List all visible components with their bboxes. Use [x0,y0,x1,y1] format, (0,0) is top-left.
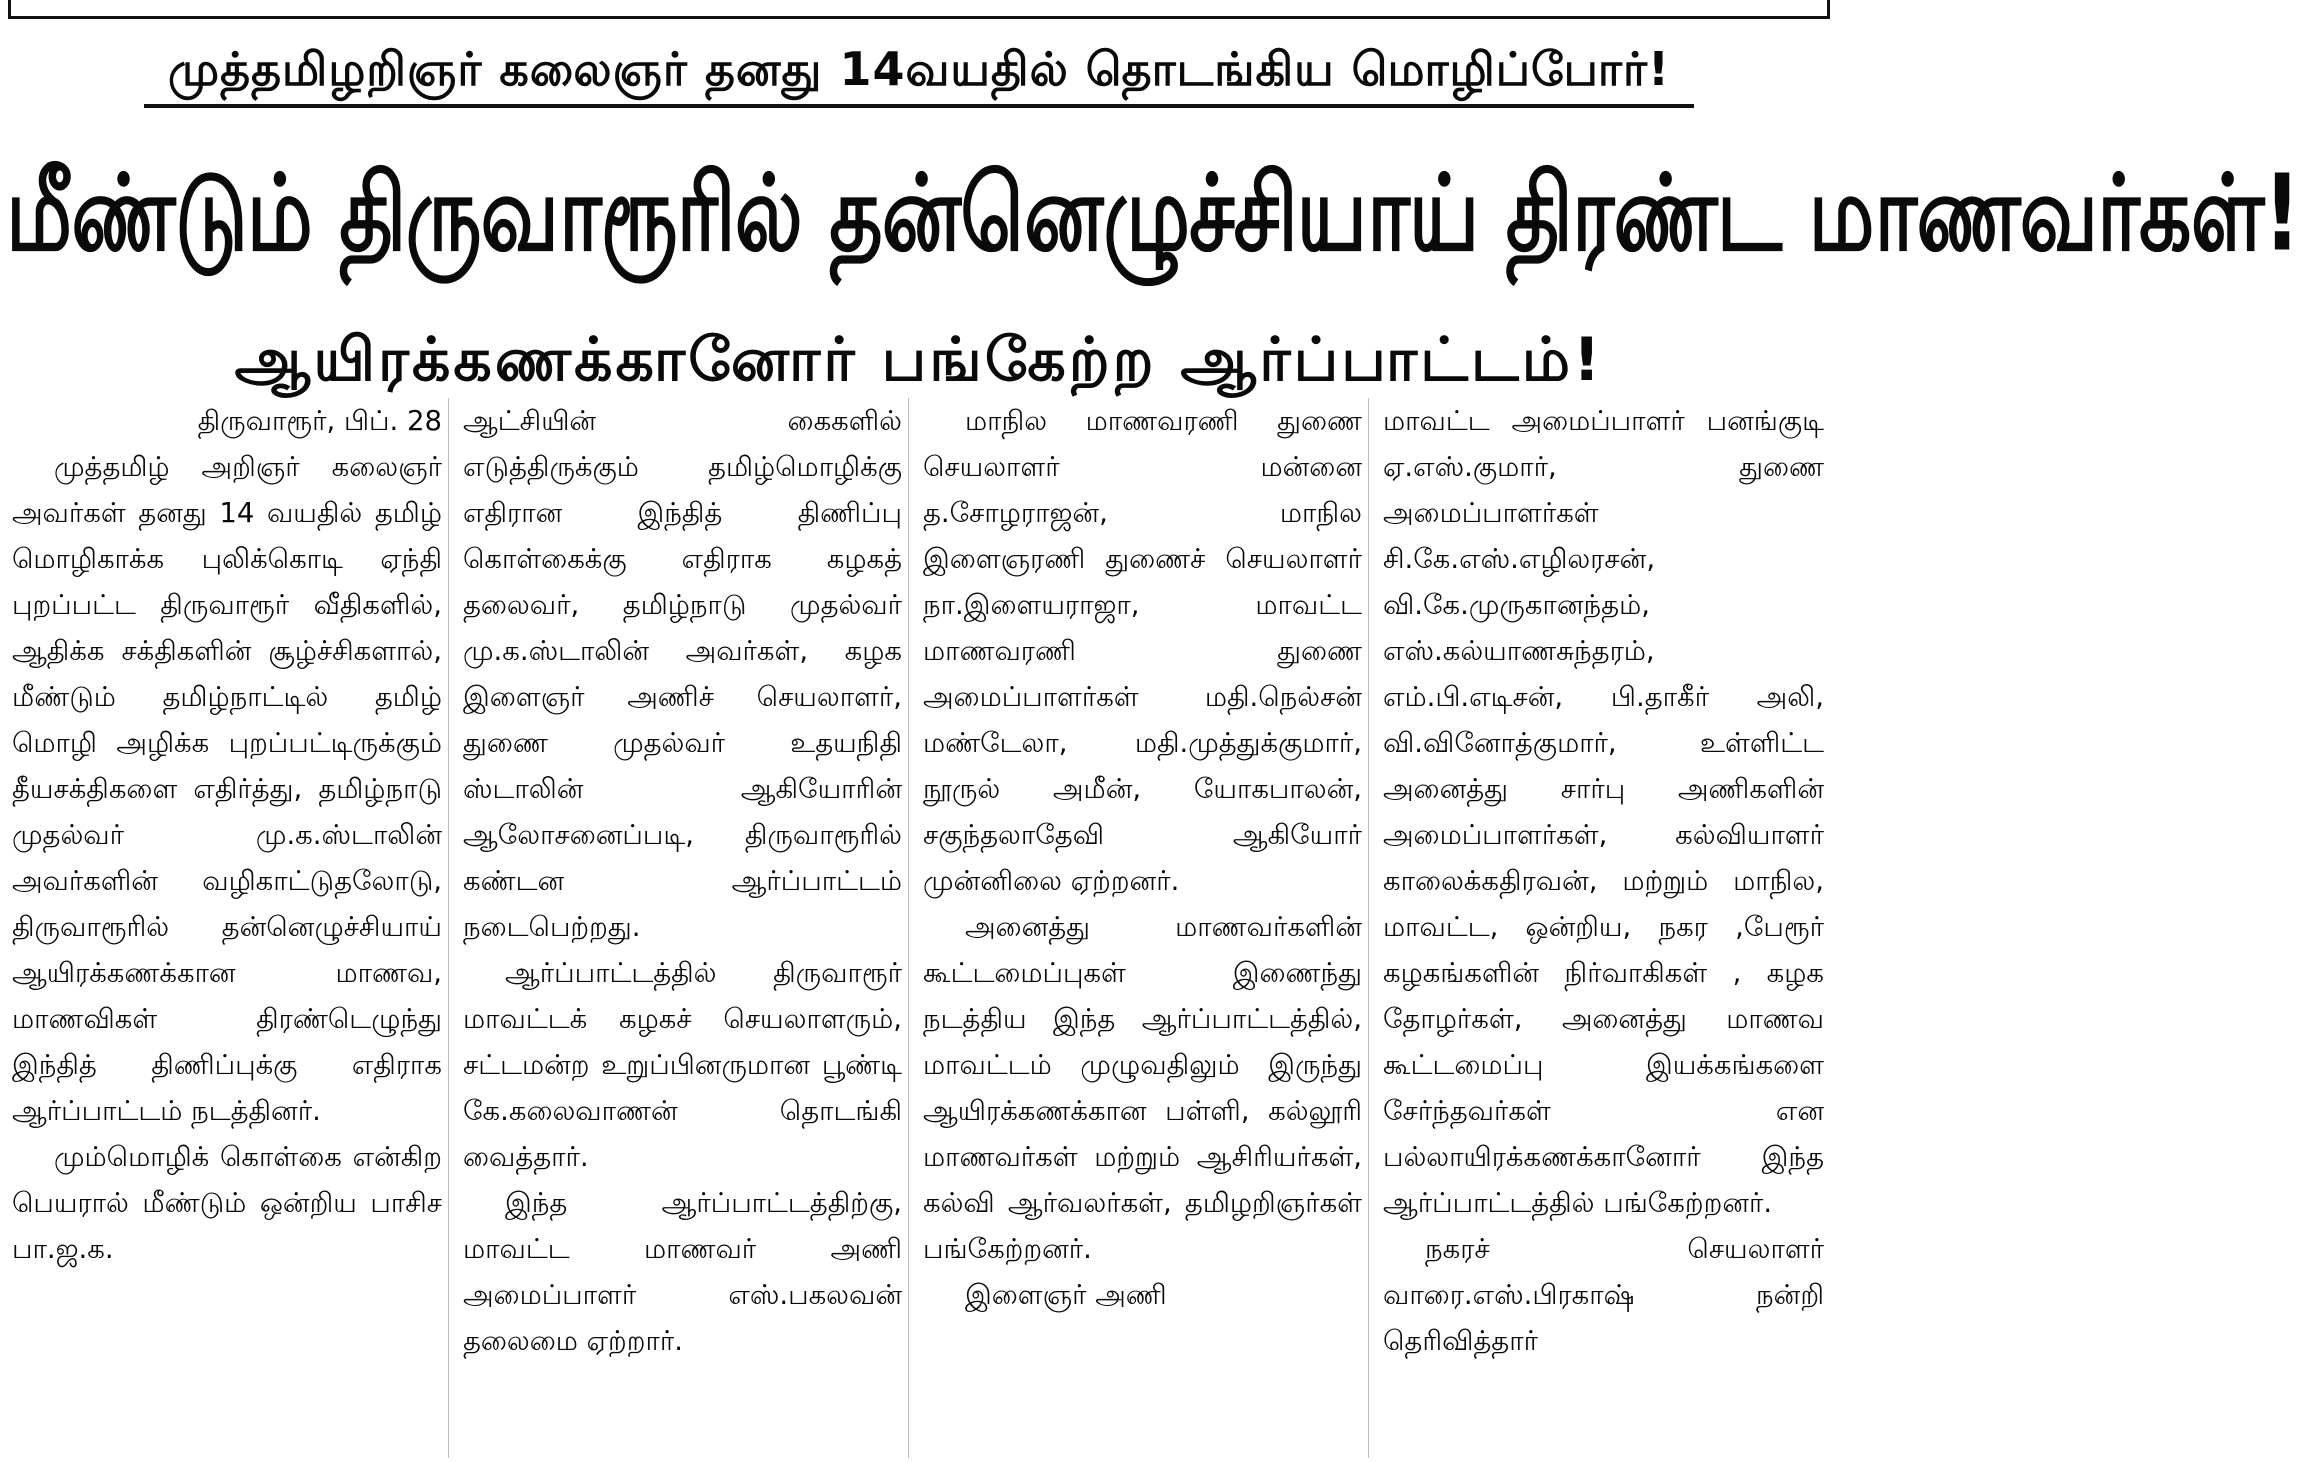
paragraph: ஆர்ப்பாட்டத்தில் திருவாரூர் மாவட்டக் கழகச் செயலாளரும், சட்டமன்ற உறுப்பினருமான பூண்டி கே.கலைவாணன் தொடங்கி வைத்தார். [463,957,902,1173]
column-3 [908,398,1368,1458]
paragraph: அனைத்து மாணவர்களின் கூட்டமைப்புகள் இணைந்து நடத்திய இந்த ஆர்ப்பாட்டத்தில், மாவட்டம் முழுவதிலும் இருந்து ஆயிரக்கணக்கான பள்ளி, கல்லூரி மாணவர்கள் மற்றும் ஆசிரியர்கள், கல்வி ஆர்வலர்கள், தமிழறிஞர்கள் பங்கேற்றனர். [923,911,1362,1265]
kicker-text: முத்தமிழறிஞர் கலைஞர் தனது 14வயதில் தொடங்கிய மொழிப்போர்! [144,34,1694,108]
paragraph: முத்தமிழ் அறிஞர் கலைஞர் அவர்கள் தனது 14 வயதில் தமிழ் மொழிகாக்க புலிக்கொடி ஏந்தி புறப்பட்ட திருவாரூர் வீதிகளில், ஆதிக்க சக்திகளின் சூழ்ச்சிகளால், மீண்டும் தமிழ்நாட்டில் தமிழ் மொழி அழிக்க புறப்பட்டிருக்கும் தீயசக்திகளை எதிர்த்து, தமிழ்நாடு முதல்வர் மு.க.ஸ்டாலின் அவர்களின் வழிகாட்டுதலோடு, திருவாரூரில் தன்னெழுச்சியாய் ஆயிரக்கணக்கான மாணவ, மாணவிகள் திரண்டெழுந்து இந்தித் திணிப்புக்கு எதிராக ஆர்ப்பாட்டம் நடத்தினர். [12,451,442,1127]
sub-headline: ஆயிரக்கணக்கானோர் பங்கேற்ற ஆர்ப்பாட்டம்! [234,325,1604,395]
dateline: திருவாரூர், பிப். 28 [197,405,442,437]
article-body [8,398,1830,1458]
paragraph: ஆட்சியின் கைகளில் எடுத்திருக்கும் தமிழ்மொழிக்கு எதிரான இந்தித் திணிப்பு கொள்கைக்கு எதிராக கழகத் தலைவர், தமிழ்நாடு முதல்வர் மு.க.ஸ்டாலின் அவர்கள், கழக இளைஞர் அணிச் செயலாளர், துணை முதல்வர் உதயநிதி ஸ்டாலின் ஆகியோரின் ஆலோசனைப்படி, திருவாரூரில் கண்டன ஆர்ப்பாட்டம் நடைபெற்றது. [463,405,902,943]
paragraph: இளைஞர் அணி [965,1279,1167,1311]
top-border-rule [8,0,1830,19]
paragraph: மாவட்ட அமைப்பாளர் பனங்குடி ஏ.எஸ்.குமார், துணை அமைப்பாளர்கள் சி.கே.எஸ்.எழிலரசன், வி.கே.முருகானந்தம், எஸ்.கல்யாணசுந்தரம், எம்.பி.எடிசன், பி.தாகீர் அலி, வி.வினோத்குமார், உள்ளிட்ட அனைத்து சார்பு அணிகளின் அமைப்பாளர்கள், கல்வியாளர் காலைக்கதிரவன், மற்றும் மாநில, மாவட்ட, ஒன்றிய, நகர ,பேரூர் கழகங்களின் நிர்வாகிகள் , கழக தோழர்கள், அனைத்து மாணவ கூட்டமைப்பு இயக்கங்களை சேர்ந்தவர்கள் என பல்லாயிரக்கணக்கானோர் இந்த ஆர்ப்பாட்டத்தில் பங்கேற்றனர். [1383,405,1824,1219]
kicker-line [0,34,1838,108]
paragraph: இந்த ஆர்ப்பாட்டத்திற்கு, மாவட்ட மாணவர் அணி அமைப்பாளர் எஸ்.பகலவன் தலைமை ஏற்றார். [463,1187,902,1357]
column-4 [1368,398,1830,1458]
column-2 [448,398,908,1458]
paragraph: மாநில மாணவரணி துணை செயலாளர் மன்னை த.சோழராஜன், மாநில இளைஞரணி துணைச் செயலாளர் நா.இளையராஜா, மாவட்ட மாணவரணி துணை அமைப்பாளர்கள் மதி.நெல்சன் மண்டேலா, மதி.முத்துக்குமார், நூருல் அமீன், யோகபாலன், சகுந்தலாதேவி ஆகியோர் முன்னிலை ஏற்றனர். [923,405,1362,897]
column-1 [8,398,448,1458]
paragraph: மும்மொழிக் கொள்கை என்கிற பெயரால் மீண்டும் ஒன்றிய பாசிச பா.ஜ.க. [12,1141,442,1265]
paragraph: நகரச் செயலாளர் வாரை.எஸ்.பிரகாஷ் நன்றி தெரிவித்தார் [1383,1233,1824,1357]
main-headline: மீண்டும் திருவாரூரில் தன்னெழுச்சியாய் திரண்ட மாணவர்கள்! [6,153,2300,276]
